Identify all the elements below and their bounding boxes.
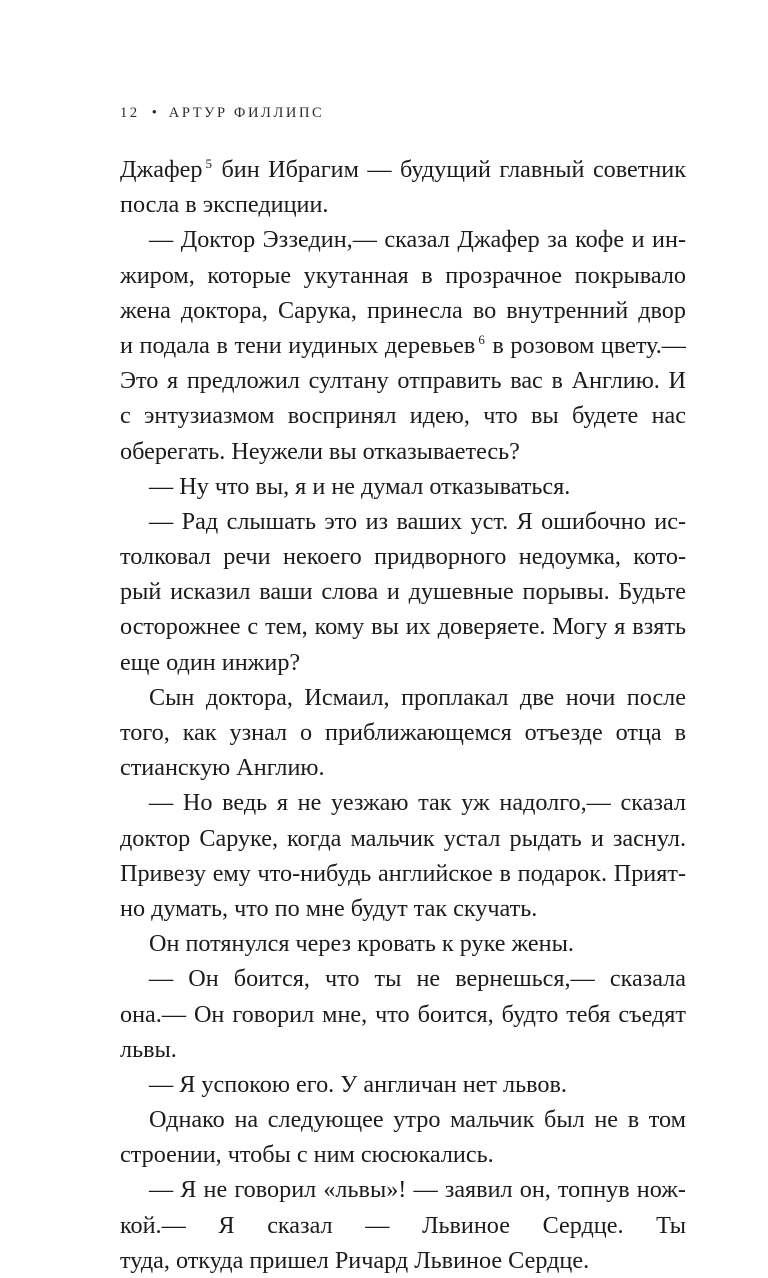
- text-line: — Доктор Эззедин,— сказал Джафер за кофе и ин-: [149, 226, 686, 254]
- footnote-ref-6[interactable]: 6: [478, 331, 485, 347]
- text-line: Он потянулся через кровать к руке жены.: [149, 930, 574, 958]
- text-line: но думать, что по мне будут так скучать.: [120, 894, 538, 922]
- text-line: Привезу ему что-нибудь английское в подарок. Прият-: [120, 859, 686, 887]
- text-line: — Ну что вы, я и не думал отказываться.: [149, 472, 571, 500]
- text-line: — Но ведь я не уезжаю так уж надолго,— сказал: [149, 789, 686, 817]
- text-line: того, как узнал о приближающемся отъезде отца в: [120, 719, 686, 746]
- text-line: посла в экспедиции.: [120, 191, 329, 219]
- text-line: туда, откуда пришел Ричард Львиное Сердце.: [120, 1246, 590, 1274]
- footnote-ref-5[interactable]: 5: [205, 156, 212, 171]
- author-name: АРТУР ФИЛЛИПС: [168, 105, 325, 121]
- text-line: доктор Саруке, когда мальчик устал рыдать и заснул.: [120, 824, 686, 852]
- text-line: с энтузиазмом воспринял идею, что вы будете нас: [120, 402, 686, 430]
- text-line: львы.: [120, 1035, 177, 1063]
- header-separator: •: [151, 105, 157, 121]
- text-line: жиром, которые укутанная в прозрачное покрывало: [120, 261, 686, 289]
- text-line: — Рад слышать это из ваших уст. Я ошибочно ис-: [149, 507, 686, 535]
- text-line: толковал речи некоего придворного недоумка, кото-: [120, 543, 686, 571]
- body-text: [120, 152, 686, 1278]
- text-line: кой.— Я сказал — Львиное Сердце. Ты: [120, 1211, 686, 1239]
- text-line: Джафер $^5$ бин Ибрагим — будущий главный советник: [120, 156, 686, 183]
- text-line: стианскую Англию.: [120, 754, 325, 782]
- page-number: 12: [120, 105, 140, 121]
- text-line: — Я не говорил «львы»! — заявил он, топнув нож-: [149, 1176, 686, 1204]
- text-line: и подала в тени иудиных деревьев $^6$ в розовом цвету.—: [120, 331, 686, 359]
- text-line: осторожнее с тем, кому вы их доверяете. Могу я взять: [120, 613, 686, 641]
- text-line: Сын доктора, Исмаил, проплакал две ночи после: [149, 683, 686, 711]
- text-line: Однако на следующее утро мальчик был не в том: [149, 1106, 686, 1134]
- text-line: она.— Он говорил мне, что боится, будто тебя съедят: [120, 1000, 686, 1028]
- text-line: Это я предложил султану отправить вас в Англию. И: [120, 367, 686, 395]
- running-head: [120, 105, 324, 122]
- text-line: строении, чтобы с ним сюсюкались.: [120, 1141, 494, 1169]
- text-line: — Он боится, что ты не вернешься,— сказала: [149, 965, 686, 993]
- text-line: еще один инжир?: [120, 648, 301, 676]
- text-line: — Я успокою его. У англичан нет львов.: [149, 1070, 567, 1098]
- text-line: жена доктора, Сарука, принесла во внутренний двор: [120, 296, 686, 324]
- text-line: оберегать. Неужели вы отказываетесь?: [120, 437, 520, 465]
- text-line: рый исказил ваши слова и душевные порывы. Будьте: [120, 578, 686, 606]
